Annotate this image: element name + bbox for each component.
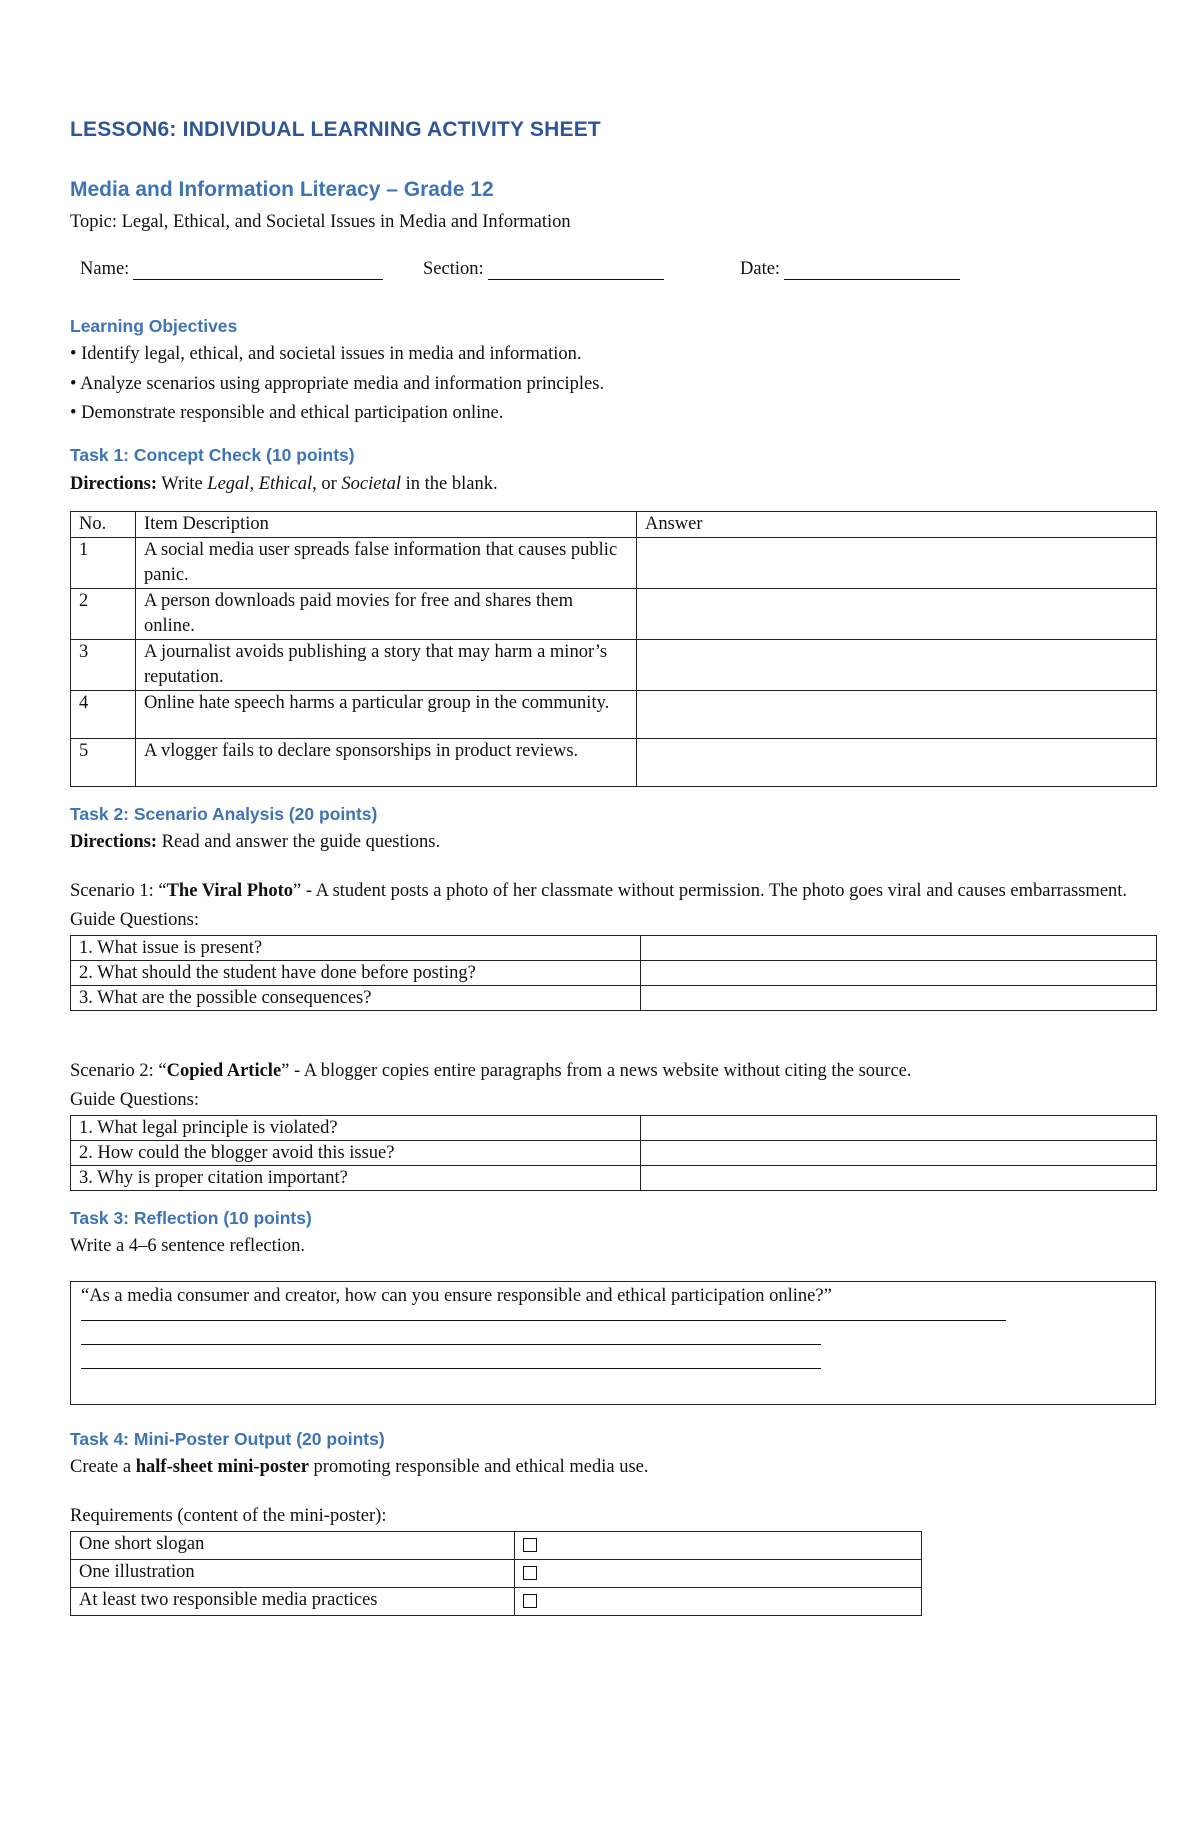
guide-question: 1. What legal principle is violated? — [71, 1115, 641, 1140]
section-label: Section: — [423, 259, 484, 279]
separator: , — [249, 473, 259, 494]
scenario-description: ” - A student posts a photo of her classmate without permission. The photo goes viral and causes embarrassment. — [293, 880, 1128, 901]
answer-cell[interactable] — [637, 690, 1157, 738]
table-row — [71, 935, 1157, 960]
table-row — [71, 1559, 922, 1587]
answer-cell[interactable] — [641, 960, 1157, 985]
directions-text: Write — [157, 473, 208, 494]
answer-line[interactable] — [81, 1320, 1006, 1321]
task2-directions — [70, 828, 1160, 857]
directions-label: Directions: — [70, 473, 157, 494]
scenario2-title: Copied Article — [166, 1060, 282, 1081]
objective-item: • Identify legal, ethical, and societal issues in media and information. — [70, 344, 582, 364]
column-header-answer: Answer — [637, 511, 1157, 537]
answer-cell[interactable] — [637, 738, 1157, 786]
answer-line[interactable] — [81, 1344, 821, 1345]
name-blank[interactable] — [133, 261, 383, 280]
answer-cell[interactable] — [641, 985, 1157, 1010]
student-info-fields — [70, 259, 1160, 280]
instruction-text: Create a — [70, 1456, 136, 1477]
activity-sheet — [70, 118, 1160, 1616]
table-row — [71, 960, 1157, 985]
checkbox[interactable] — [523, 1566, 537, 1580]
task3-heading: Task 3: Reflection (10 points) — [70, 1207, 312, 1228]
name-field — [80, 259, 423, 280]
directions-label: Directions: — [70, 831, 157, 852]
item-description: A social media user spreads false information that causes public panic. — [136, 537, 637, 588]
scenario2-questions-table — [70, 1115, 1157, 1191]
item-number: 2 — [71, 588, 136, 639]
item-description: A vlogger fails to declare sponsorships in product reviews. — [136, 738, 637, 786]
task1-heading: Task 1: Concept Check (10 points) — [70, 444, 355, 465]
column-header-description: Item Description — [136, 511, 637, 537]
name-label: Name: — [80, 259, 130, 279]
option-legal: Legal — [207, 473, 250, 494]
table-row — [71, 985, 1157, 1010]
checkbox-cell — [515, 1587, 922, 1615]
item-description: Online hate speech harms a particular group in the community. — [136, 690, 637, 738]
answer-cell[interactable] — [641, 1140, 1157, 1165]
table-row — [71, 1531, 922, 1559]
table-row — [71, 1587, 922, 1615]
item-number: 1 — [71, 537, 136, 588]
table-row — [71, 738, 1157, 786]
table-header-row — [71, 511, 1157, 537]
scenario2-text — [70, 1057, 1160, 1086]
table-row — [71, 1115, 1157, 1140]
item-number: 5 — [71, 738, 136, 786]
requirements-table — [70, 1531, 922, 1616]
task1-directions — [70, 470, 1160, 499]
table-row — [71, 537, 1157, 588]
item-number: 3 — [71, 639, 136, 690]
task3-instruction: Write a 4–6 sentence reflection. — [70, 1235, 306, 1256]
guide-question: 3. What are the possible consequences? — [71, 985, 641, 1010]
item-description: A person downloads paid movies for free and shares them online. — [136, 588, 637, 639]
lesson-title: LESSON6: INDIVIDUAL LEARNING ACTIVITY SHEET — [70, 118, 601, 141]
separator: , or — [312, 473, 342, 494]
guide-questions-label: Guide Questions: — [70, 909, 199, 930]
column-header-no: No. — [71, 511, 136, 537]
date-field — [740, 259, 960, 280]
concept-check-table — [70, 511, 1157, 787]
objective-item: • Demonstrate responsible and ethical participation online. — [70, 403, 504, 423]
table-row — [71, 639, 1157, 690]
reflection-prompt: “As a media consumer and creator, how can you ensure responsible and ethical participation online?” — [81, 1285, 832, 1306]
answer-line[interactable] — [81, 1368, 821, 1369]
guide-question: 3. Why is proper citation important? — [71, 1165, 641, 1190]
answer-cell[interactable] — [637, 639, 1157, 690]
guide-question: 1. What issue is present? — [71, 935, 641, 960]
requirement-item: One short slogan — [71, 1531, 515, 1559]
answer-cell[interactable] — [641, 1115, 1157, 1140]
answer-cell[interactable] — [637, 588, 1157, 639]
item-number: 4 — [71, 690, 136, 738]
answer-cell[interactable] — [641, 1165, 1157, 1190]
instruction-text: promoting responsible and ethical media use. — [308, 1456, 649, 1477]
scenario-prefix: Scenario 1: “ — [70, 880, 167, 901]
scenario1-questions-table — [70, 935, 1157, 1011]
task4-heading: Task 4: Mini-Poster Output (20 points) — [70, 1428, 385, 1449]
guide-question: 2. What should the student have done before posting? — [71, 960, 641, 985]
task2-heading: Task 2: Scenario Analysis (20 points) — [70, 803, 378, 824]
guide-questions-label: Guide Questions: — [70, 1089, 199, 1110]
objective-item: • Analyze scenarios using appropriate media and information principles. — [70, 373, 605, 394]
option-societal: Societal — [341, 473, 402, 494]
objectives-list — [70, 340, 1160, 429]
section-blank[interactable] — [488, 261, 664, 280]
scenario-description: ” - A blogger copies entire paragraphs from a news website without citing the source. — [281, 1060, 912, 1081]
directions-text: in the blank. — [401, 473, 498, 494]
objectives-heading: Learning Objectives — [70, 316, 238, 336]
option-ethical: Ethical — [258, 473, 313, 494]
date-label: Date: — [740, 259, 781, 279]
checkbox-cell — [515, 1559, 922, 1587]
checkbox[interactable] — [523, 1594, 537, 1608]
mini-poster-emphasis: half-sheet mini-poster — [135, 1456, 309, 1477]
reflection-box[interactable] — [70, 1281, 1156, 1405]
subject-heading: Media and Information Literacy – Grade 12 — [70, 178, 494, 201]
table-row — [71, 1140, 1157, 1165]
answer-cell[interactable] — [641, 935, 1157, 960]
directions-text: Read and answer the guide questions. — [157, 831, 441, 852]
table-row — [71, 690, 1157, 738]
section-field — [423, 259, 740, 280]
task4-instruction — [70, 1453, 1160, 1482]
requirement-item: At least two responsible media practices — [71, 1587, 515, 1615]
topic-line: Topic: Legal, Ethical, and Societal Issues in Media and Information — [70, 212, 571, 232]
answer-cell[interactable] — [637, 537, 1157, 588]
scenario1-text — [70, 877, 1160, 906]
requirements-label: Requirements (content of the mini-poster): — [70, 1505, 387, 1526]
table-row — [71, 1165, 1157, 1190]
checkbox[interactable] — [523, 1538, 537, 1552]
checkbox-cell — [515, 1531, 922, 1559]
date-blank[interactable] — [784, 261, 960, 280]
table-row — [71, 588, 1157, 639]
scenario1-title: The Viral Photo — [166, 880, 293, 901]
guide-question: 2. How could the blogger avoid this issue? — [71, 1140, 641, 1165]
scenario-prefix: Scenario 2: “ — [70, 1060, 167, 1081]
requirement-item: One illustration — [71, 1559, 515, 1587]
item-description: A journalist avoids publishing a story that may harm a minor’s reputation. — [136, 639, 637, 690]
